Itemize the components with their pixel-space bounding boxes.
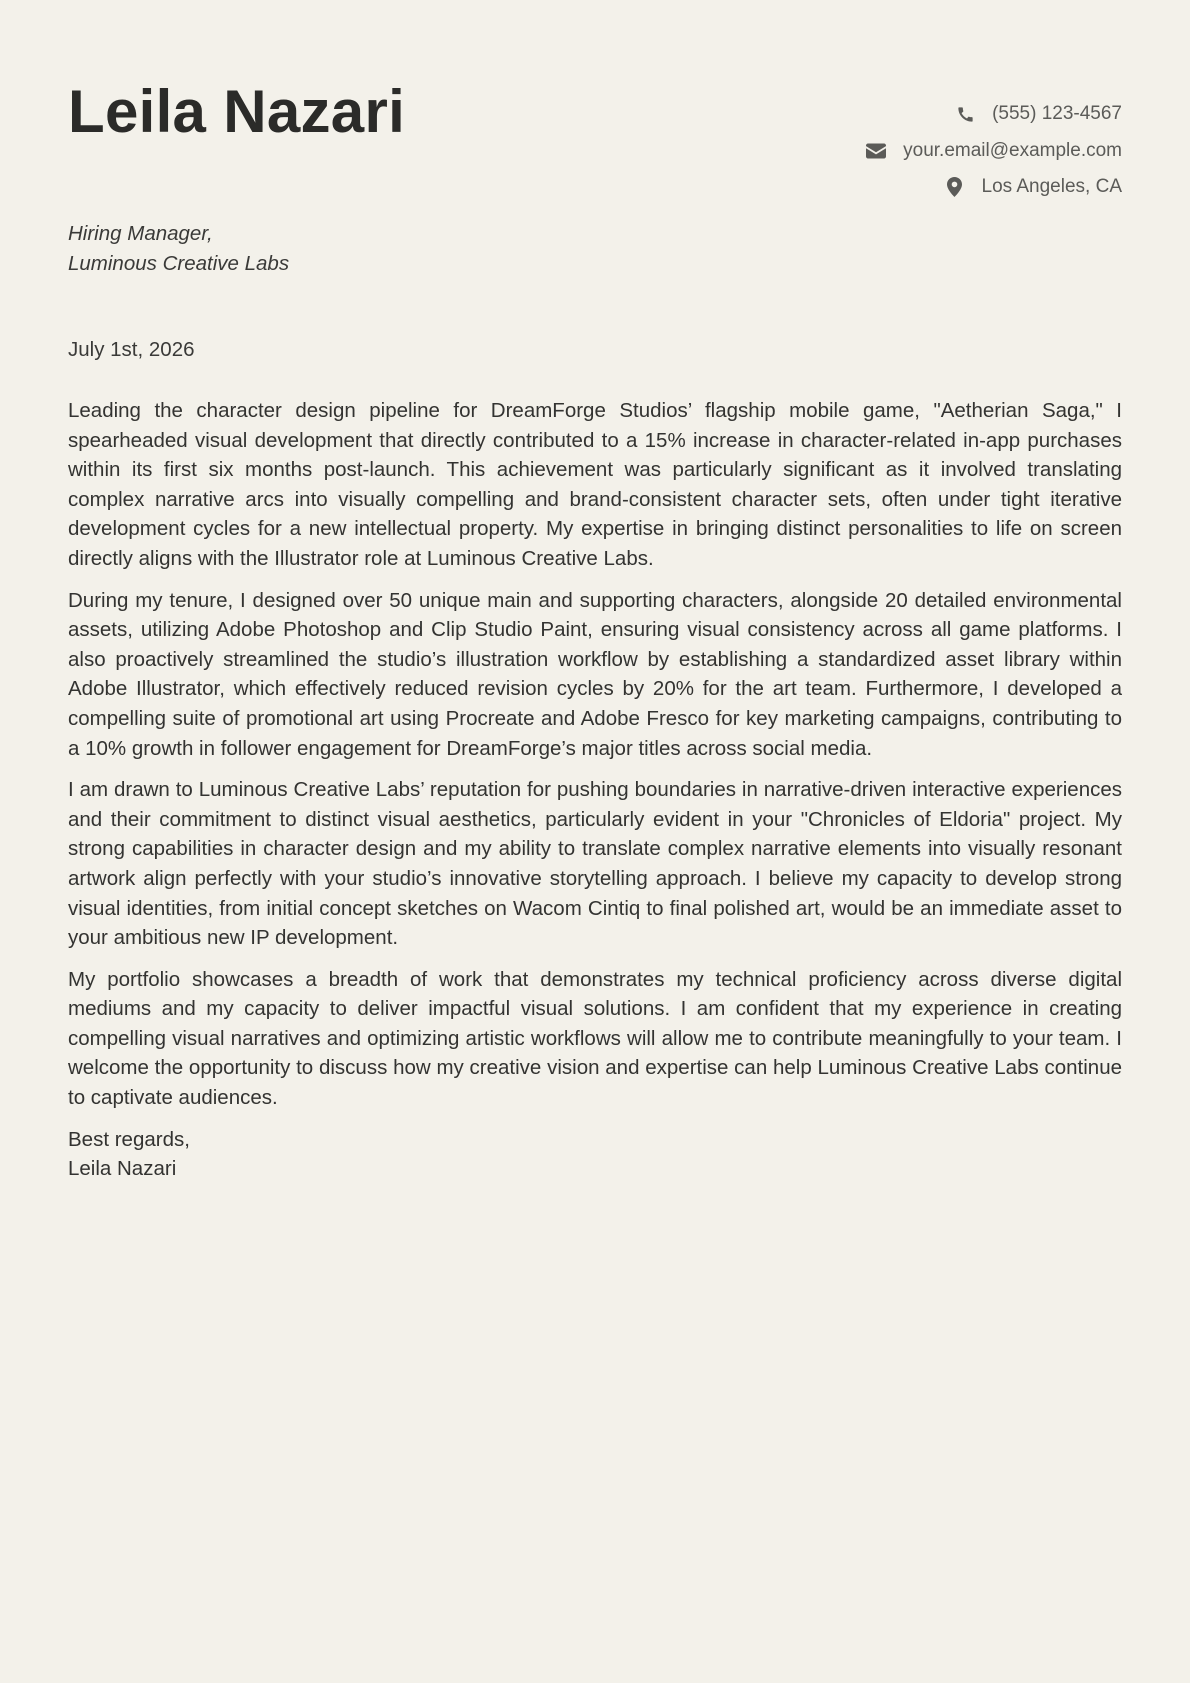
letter-closing bbox=[68, 1125, 1122, 1184]
phone-icon bbox=[954, 103, 976, 125]
letter-body bbox=[68, 396, 1122, 1184]
contact-location bbox=[865, 169, 1122, 206]
applicant-name: Leila Nazari bbox=[68, 78, 406, 145]
letter-date: July 1st, 2026 bbox=[68, 338, 195, 361]
recipient-block bbox=[68, 219, 289, 279]
recipient-company: Luminous Creative Labs bbox=[68, 252, 290, 275]
location-text: Los Angeles, CA bbox=[981, 176, 1122, 198]
body-paragraph: During my tenure, I designed over 50 unique main and supporting characters, alongside 20 detailed environmental assets, utilizing Adobe Photoshop and Clip Studio Paint, ensuring visual consistency across all game platforms. I also proactively streamlined the studio’s illustration workflow by establishing a standardized asset library within Adobe Illustrator, which effectively reduced revision cycles by 20% for the art team. Furthermore, I developed a compelling suite of promotional art using Procreate and Adobe Fresco for key marketing campaigns, contributing to a 10% growth in follower engagement for DreamForge’s major titles across social media. bbox=[68, 588, 1122, 760]
closing-signature: Leila Nazari bbox=[68, 1157, 177, 1181]
body-paragraph: My portfolio showcases a breadth of work that demonstrates my technical proficiency across diverse digital mediums and my capacity to deliver impactful visual solutions. I am confident that my experience in creating compelling visual narratives and optimizing artistic workflows will allow me to contribute meaningfully to your team. I welcome the opportunity to discuss how my creative vision and expertise can help Luminous Creative Labs continue to captivate audiences. bbox=[68, 967, 1122, 1110]
cover-letter-page bbox=[68, 0, 1122, 1181]
phone-number[interactable]: (555) 123-4567 bbox=[992, 103, 1122, 125]
recipient-title: Hiring Manager, bbox=[68, 222, 213, 245]
envelope-icon bbox=[865, 140, 887, 162]
letter-header bbox=[68, 0, 1122, 210]
closing-salutation: Best regards, bbox=[68, 1127, 190, 1151]
contact-email bbox=[865, 133, 1122, 170]
email-address[interactable]: your.email@example.com bbox=[903, 139, 1122, 161]
contact-phone bbox=[865, 96, 1122, 133]
map-pin-icon bbox=[944, 176, 966, 198]
body-paragraph: Leading the character design pipeline for DreamForge Studios’ flagship mobile game, "Aetherian Saga," I spearheaded visual development that directly contributed to a 15% increase in character-related in-app purchases within its first six months post-launch. This achievement was particularly significant as it involved translating complex narrative arcs into visually compelling and brand-consistent character sets, often under tight iterative development cycles for a new intellectual property. My expertise in bringing distinct personalities to life on screen directly aligns with the Illustrator role at Luminous Creative Labs. bbox=[68, 399, 1122, 570]
body-paragraph: I am drawn to Luminous Creative Labs’ reputation for pushing boundaries in narrative-driven interactive experiences and their commitment to distinct visual aesthetics, particularly evident in your "Chronicles of Eldoria" project. My strong capabilities in character design and my ability to translate complex narrative elements into visually resonant artwork align perfectly with your studio’s innovative storytelling approach. I believe my capacity to develop strong visual identities, from initial concept sketches on Wacom Cintiq to final polished art, would be an immediate asset to your ambitious new IP development. bbox=[68, 778, 1122, 950]
contact-info bbox=[865, 96, 1122, 206]
